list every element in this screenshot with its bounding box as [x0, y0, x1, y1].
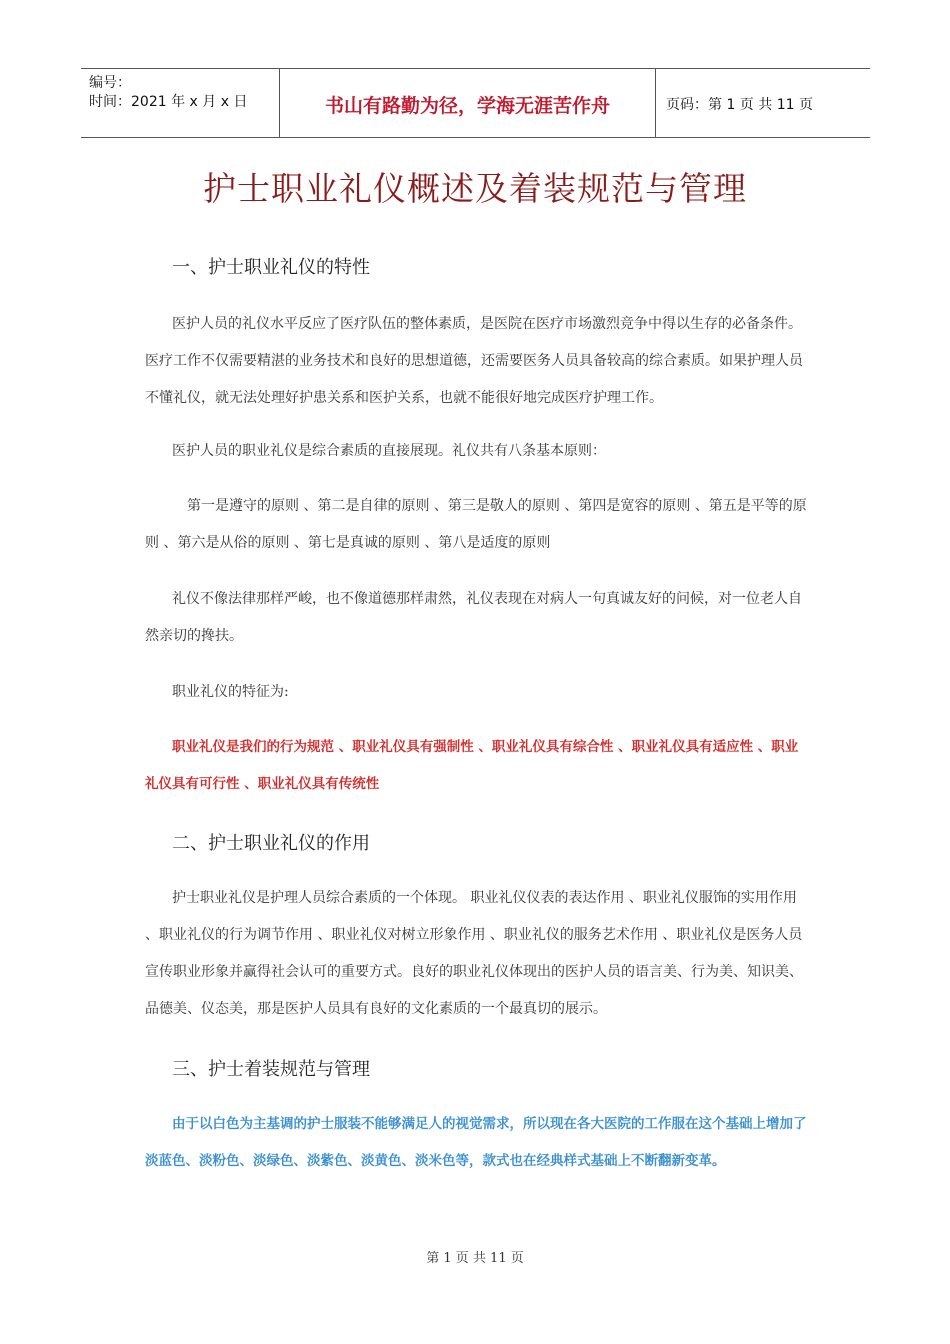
paragraph-text: 第一是遵守的原则 、第二是自律的原则 、第三是敬人的原则 、第四是宽容的原则 、第五是平等的原则 、第六是从俗的原则 、第七是真诚的原则 、第八是适度的原则 [145, 498, 807, 551]
paragraph-text: 礼仪不像法律那样严峻，也不像道德那样肃然，礼仪表现在对病人一句真诚友好的问候，对一位老人自然亲切的搀扶。 [145, 591, 802, 644]
document-number: 编号： [89, 75, 131, 91]
paragraph-text: 护士职业礼仪是护理人员综合素质的一个体现。 职业礼仪仪表的表达作用 、职业礼仪服饰的实用作用 、职业礼仪的行为调节作用 、职业礼仪对树立形象作用 、职业礼仪的服务艺术作用 、职业礼仪是医务人员宣传职业形象并赢得社会认可的重要方式。良好的职业礼仪体现出的医护人员的语言美、行为美、知识美、品德美、仪态美，那是医护人员具有良好的文化素质的一个最真切的展示。 [145, 890, 803, 1017]
principles-paragraph [145, 488, 810, 562]
paragraph-text: 医护人员的礼仪水平反应了医疗队伍的整体素质，是医院在医疗市场激烈竞争中得以生存的必备条件。医疗工作不仅需要精湛的业务技术和良好的思想道德，还需要医务人员具备较高的综合素质。如果护理人员不懂礼仪，就无法处理好护患关系和医护关系，也就不能很好地完成医疗护理工作。 [145, 316, 803, 406]
paragraph-text: 医护人员的职业礼仪是综合素质的直接展现。礼仪共有八条基本原则： [172, 443, 606, 459]
paragraph [145, 433, 810, 470]
paragraph [145, 674, 810, 711]
paragraph [145, 581, 810, 655]
paragraph-text: 由于以白色为主基调的护士服装不能够满足人的视觉需求，所以现在各大医院的工作服在这个基础上增加了淡蓝色、淡粉色、淡绿色、淡紫色、淡黄色、淡米色等，款式也在经典样式基础上不断翻新变革。 [145, 1116, 807, 1169]
section-heading-1: 一、护士职业礼仪的特性 [172, 257, 370, 278]
header-meta-cell [81, 69, 280, 137]
document-date: 时间：2021 年 x 月 x 日 [89, 94, 248, 110]
paragraph-text: 职业礼仪是我们的行为规范 、职业礼仪具有强制性 、职业礼仪具有综合性 、职业礼仪具有适应性 、职业礼仪具有可行性 、职业礼仪具有传统性 [145, 739, 799, 792]
characteristics-highlight [145, 729, 810, 803]
page-footer: 第 1 页 共 11 页 [426, 1251, 524, 1266]
section-heading-3: 三、护士着装规范与管理 [172, 1059, 370, 1080]
paragraph-text: 职业礼仪的特征为: [172, 684, 289, 700]
uniform-highlight [145, 1106, 810, 1180]
motto: 书山有路勤为径，学海无涯苦作舟 [324, 95, 610, 117]
section-heading-2: 二、护士职业礼仪的作用 [172, 833, 370, 854]
page-info: 页码：第 1 页 共 11 页 [666, 97, 813, 113]
paragraph [145, 880, 810, 1028]
paragraph [145, 306, 810, 417]
header-table [81, 68, 870, 138]
header-page-cell [656, 69, 870, 137]
header-motto-cell [280, 69, 656, 137]
document-title: 护士职业礼仪概述及着装规范与管理 [203, 169, 747, 208]
